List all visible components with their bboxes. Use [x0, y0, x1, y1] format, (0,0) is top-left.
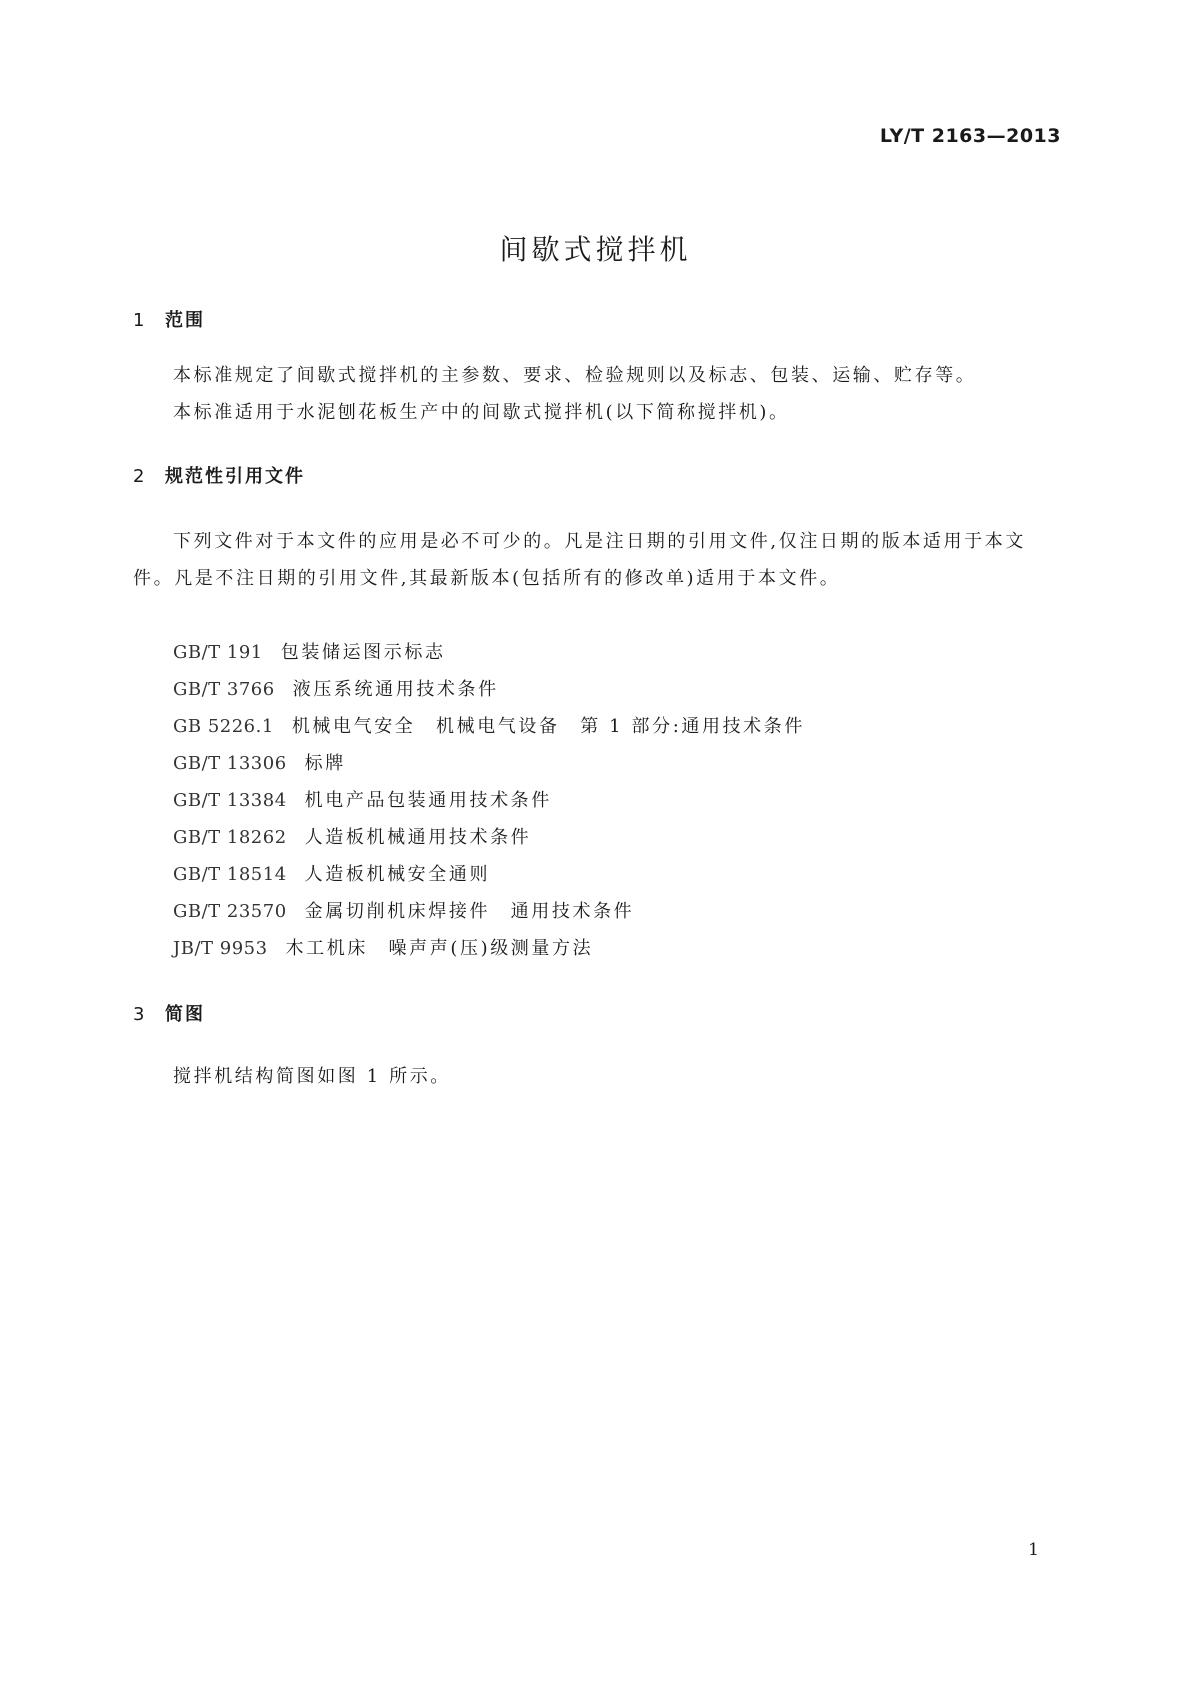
section-title: 规范性引用文件 — [165, 466, 305, 487]
reference-code: GB/T 13306 — [173, 753, 287, 774]
reference-item — [173, 708, 1063, 745]
diagram-paragraph: 搅拌机结构简图如图 1 所示。 — [173, 1066, 451, 1087]
document-title: 间歇式搅拌机 — [499, 233, 692, 266]
scope-paragraph-1: 本标准规定了间歇式搅拌机的主参数、要求、检验规则以及标志、包装、运输、贮存等。 — [173, 365, 977, 386]
reference-item — [173, 819, 1063, 856]
reference-code: JB/T 9953 — [173, 938, 268, 959]
reference-title: 包装储运图示标志 — [280, 642, 446, 663]
scope-paragraph-2: 本标准适用于水泥刨花板生产中的间歇式搅拌机(以下简称搅拌机)。 — [173, 402, 790, 423]
reference-item — [173, 634, 1063, 671]
reference-code: GB 5226.1 — [173, 716, 274, 737]
reference-list — [173, 634, 1063, 967]
section-number: 1 — [133, 310, 147, 331]
reference-title: 人造板机械安全通则 — [304, 864, 491, 885]
reference-item — [173, 782, 1063, 819]
reference-code: GB/T 191 — [173, 642, 263, 663]
reference-item — [173, 745, 1063, 782]
reference-title: 机械电气安全 机械电气设备 第 1 部分:通用技术条件 — [291, 716, 805, 737]
section-heading-diagram — [133, 1000, 205, 1026]
page-number: 1 — [1028, 1540, 1039, 1560]
references-intro-paragraph: 下列文件对于本文件的应用是必不可少的。凡是注日期的引用文件,仅注日期的版本适用于本文件。凡是不注日期的引用文件,其最新版本(包括所有的修改单)适用于本文件。 — [133, 531, 1026, 589]
reference-code: GB/T 23570 — [173, 901, 287, 922]
section-number: 2 — [133, 466, 147, 487]
reference-title: 人造板机械通用技术条件 — [304, 827, 532, 848]
reference-title: 木工机床 噪声声(压)级测量方法 — [285, 938, 594, 959]
reference-title: 金属切削机床焊接件 通用技术条件 — [304, 901, 635, 922]
section-title: 范围 — [165, 310, 205, 331]
reference-item — [173, 856, 1063, 893]
reference-item — [173, 930, 1063, 967]
section-number: 3 — [133, 1004, 147, 1025]
standard-code: LY/T 2163—2013 — [879, 125, 1061, 147]
reference-code: GB/T 13384 — [173, 790, 287, 811]
reference-title: 机电产品包装通用技术条件 — [304, 790, 552, 811]
section-title: 简图 — [165, 1004, 205, 1025]
reference-item — [173, 893, 1063, 930]
reference-code: GB/T 18514 — [173, 864, 287, 885]
reference-title: 标牌 — [304, 753, 346, 774]
reference-item — [173, 671, 1063, 708]
section-heading-normative-references — [133, 462, 305, 488]
section-heading-scope — [133, 306, 205, 332]
reference-title: 液压系统通用技术条件 — [292, 679, 499, 700]
reference-code: GB/T 3766 — [173, 679, 275, 700]
reference-code: GB/T 18262 — [173, 827, 287, 848]
